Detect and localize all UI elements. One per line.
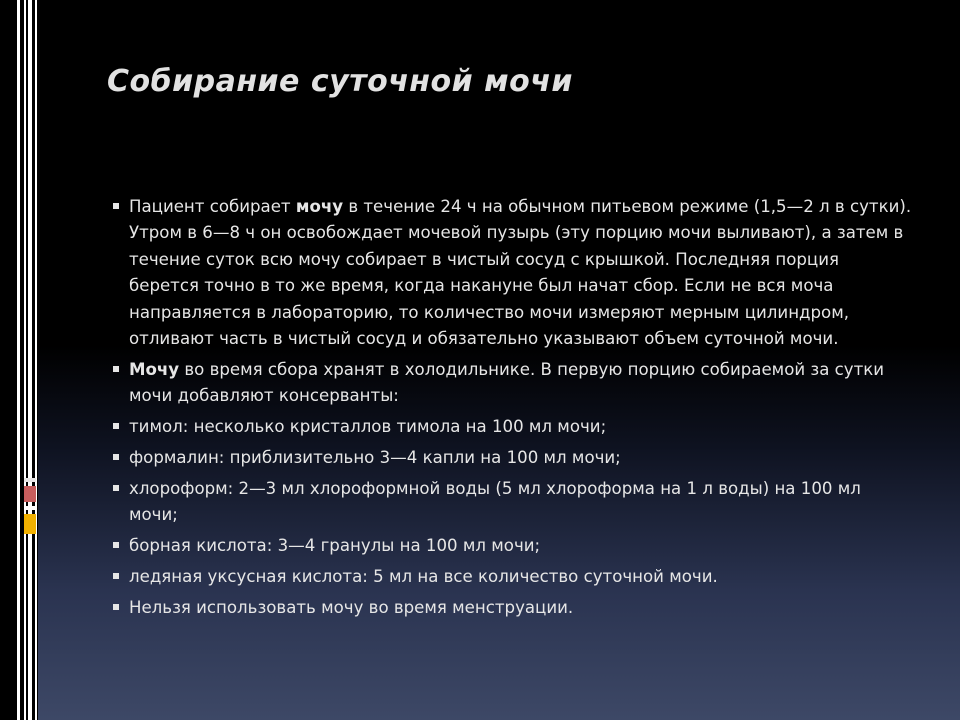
bullet-item: Нельзя использовать мочу во время менструации. — [112, 595, 912, 621]
stripe — [35, 0, 37, 720]
bold-term: мочу — [295, 197, 344, 216]
bullet-square-icon — [113, 366, 119, 372]
bold-term: Мочу — [129, 359, 180, 379]
bullet-list — [112, 194, 912, 626]
vertical-stripes-decoration — [0, 0, 38, 720]
bullet-item: формалин: приблизительно 3—4 капли на 100 мл мочи; — [112, 445, 912, 471]
color-accent-marks — [24, 478, 38, 538]
slide-title: Собирание суточной мочи — [107, 64, 573, 99]
stripe — [28, 0, 32, 720]
bullet-square-icon — [113, 542, 119, 548]
bullet-item: Пациент собирает мочу в течение 24 ч на обычном питьевом режиме (1,5—2 л в сутки). Утром в 6—8 ч он освобождает мочевой пузырь (эту порцию мочи выливают), а затем в течение суток всю мочу собирает в чистый сосуд с крышкой. Последняя порция берется точно в то же время, когда накануне был начат сбор. Если не вся моча направляется в лабораторию, то количество мочи измеряют мерным цилиндром, отливают часть в чистый сосуд и обязательно указывают объем суточной мочи. — [112, 194, 912, 352]
bullet-square-icon — [113, 485, 119, 491]
stripe — [24, 0, 26, 720]
bullet-item: хлороформ: 2—3 мл хлороформной воды (5 мл хлороформа на 1 л воды) на 100 мл мочи; — [112, 476, 912, 529]
bullet-square-icon — [113, 203, 119, 209]
bullet-square-icon — [113, 454, 119, 460]
bullet-item: ледяная уксусная кислота: 5 мл на все количество суточной мочи. — [112, 564, 912, 590]
bullet-item: Мочу во время сбора хранят в холодильнике. В первую порцию собираемой за сутки мочи добавляют консерванты: — [112, 357, 912, 410]
bullet-square-icon — [113, 573, 119, 579]
accent-mark-red — [24, 486, 36, 502]
accent-mark-yellow — [24, 514, 36, 534]
bullet-item: тимол: несколько кристаллов тимола на 100 мл мочи; — [112, 414, 912, 440]
bullet-item: борная кислота: 3—4 гранулы на 100 мл мочи; — [112, 533, 912, 559]
stripe — [17, 0, 20, 720]
accent-mark — [24, 478, 36, 482]
accent-mark — [24, 506, 36, 510]
bullet-square-icon — [113, 423, 119, 429]
bullet-square-icon — [113, 604, 119, 610]
